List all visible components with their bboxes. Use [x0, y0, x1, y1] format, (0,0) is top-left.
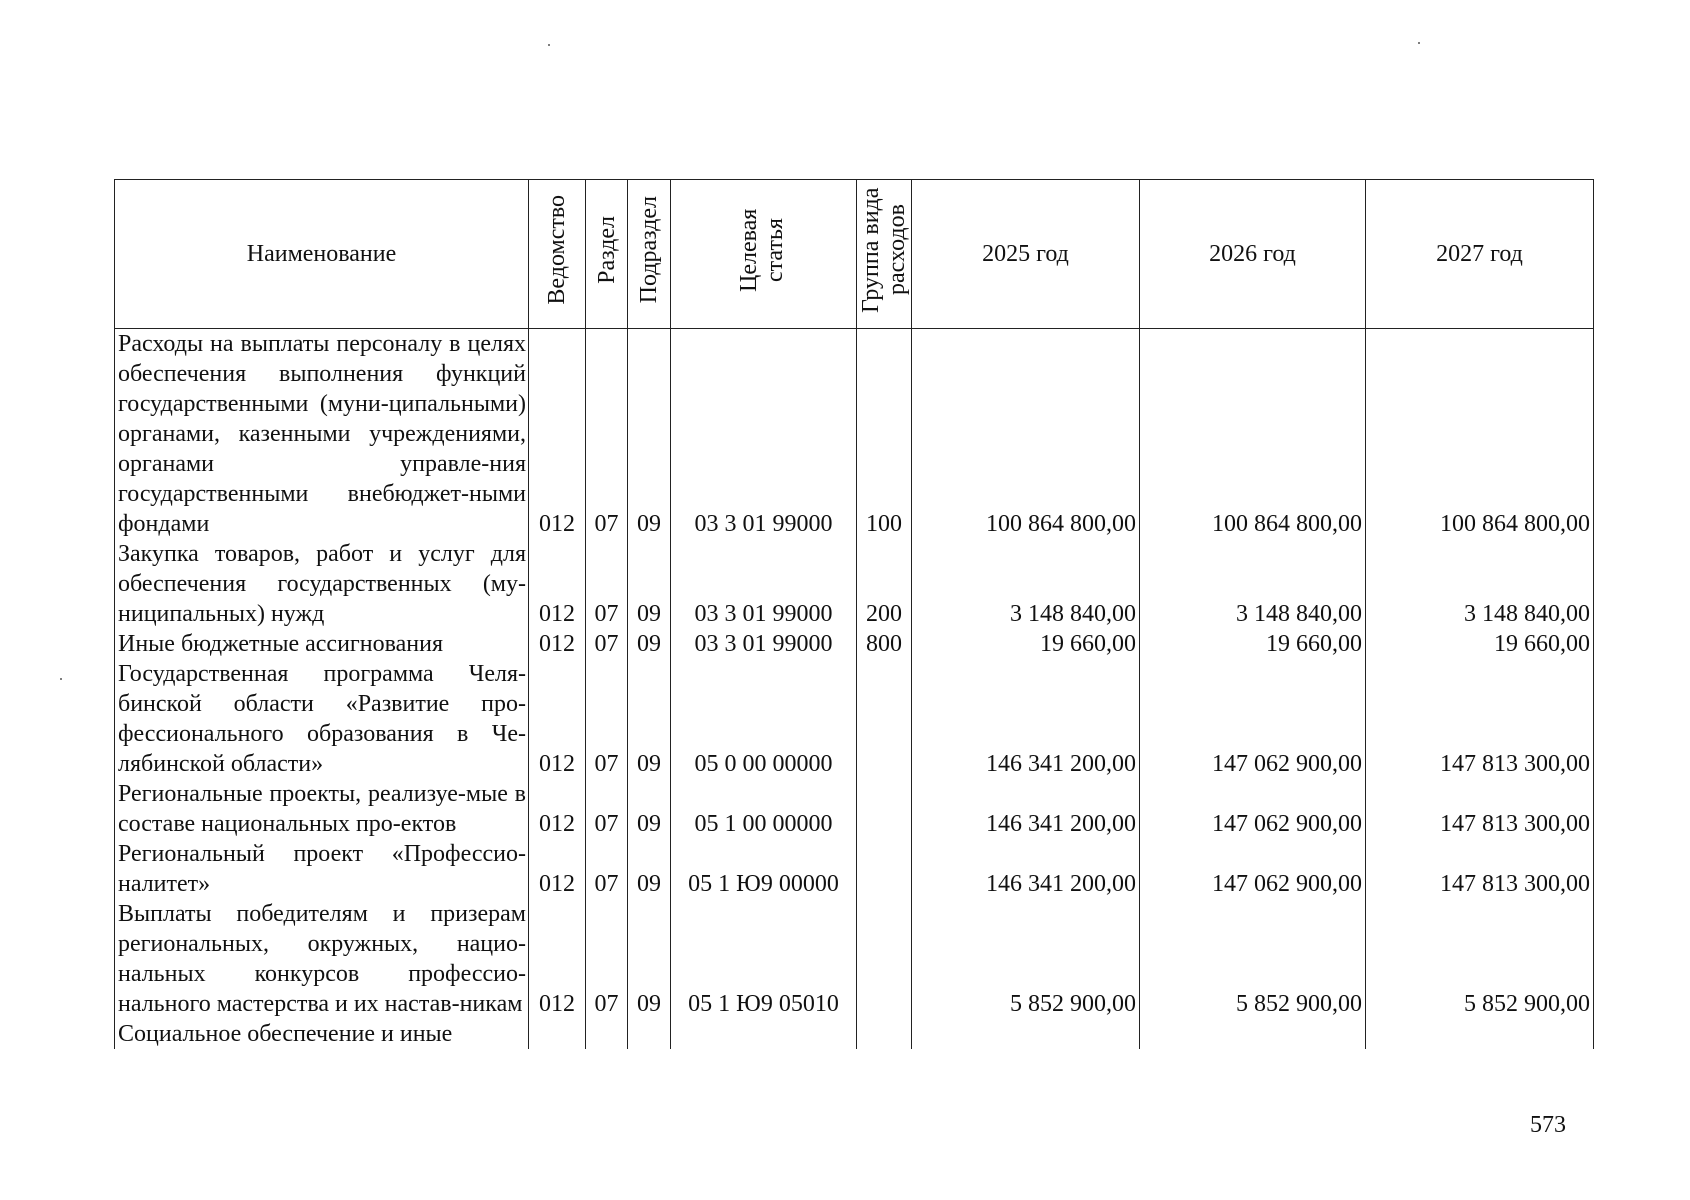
row-expense-group: 200 — [857, 539, 912, 629]
row-amount-2025: 146 341 200,00 — [912, 659, 1140, 779]
row-name: Выплаты победителям и призерам региональных, окружных, нацио-нальных конкурсов профессио-нального мастерства и их настав-никам — [115, 899, 529, 1019]
row-target-article: 03 3 01 99000 — [671, 539, 857, 629]
header-2027: 2027 год — [1366, 180, 1594, 329]
header-department: Ведомство — [529, 180, 586, 329]
row-department — [529, 1019, 586, 1049]
row-expense-group: 800 — [857, 629, 912, 659]
row-amount-2027: 147 813 300,00 — [1366, 839, 1594, 899]
row-amount-2026: 147 062 900,00 — [1140, 659, 1366, 779]
header-subsection: Подраздел — [628, 180, 671, 329]
row-section: 07 — [586, 779, 628, 839]
scan-speck — [548, 44, 550, 46]
row-subsection: 09 — [628, 899, 671, 1019]
row-subsection: 09 — [628, 629, 671, 659]
header-2025: 2025 год — [912, 180, 1140, 329]
row-amount-2026: 147 062 900,00 — [1140, 779, 1366, 839]
row-expense-group — [857, 779, 912, 839]
row-subsection: 09 — [628, 779, 671, 839]
row-expense-group — [857, 899, 912, 1019]
row-amount-2025: 146 341 200,00 — [912, 779, 1140, 839]
row-section: 07 — [586, 839, 628, 899]
row-name: Социальное обеспечение и иные — [115, 1019, 529, 1049]
row-amount-2027: 100 864 800,00 — [1366, 329, 1594, 540]
row-amount-2026: 19 660,00 — [1140, 629, 1366, 659]
row-amount-2026 — [1140, 1019, 1366, 1049]
row-target-article: 05 0 00 00000 — [671, 659, 857, 779]
row-amount-2027: 147 813 300,00 — [1366, 659, 1594, 779]
table-row — [115, 899, 1594, 1019]
row-amount-2027: 3 148 840,00 — [1366, 539, 1594, 629]
row-section — [586, 1019, 628, 1049]
row-section: 07 — [586, 899, 628, 1019]
row-target-article: 05 1 00 00000 — [671, 779, 857, 839]
header-expense-group: Группа вида расходов — [857, 180, 912, 329]
row-subsection: 09 — [628, 539, 671, 629]
row-subsection: 09 — [628, 329, 671, 540]
table-row — [115, 629, 1594, 659]
row-expense-group — [857, 659, 912, 779]
row-department: 012 — [529, 659, 586, 779]
row-department: 012 — [529, 899, 586, 1019]
table-row — [115, 779, 1594, 839]
row-amount-2027 — [1366, 1019, 1594, 1049]
row-amount-2025: 100 864 800,00 — [912, 329, 1140, 540]
row-amount-2025: 146 341 200,00 — [912, 839, 1140, 899]
row-expense-group — [857, 839, 912, 899]
row-section: 07 — [586, 539, 628, 629]
header-2026: 2026 год — [1140, 180, 1366, 329]
row-section: 07 — [586, 629, 628, 659]
row-name: Закупка товаров, работ и услуг для обеспечения государственных (му-ниципальных) нужд — [115, 539, 529, 629]
row-amount-2025: 3 148 840,00 — [912, 539, 1140, 629]
row-subsection: 09 — [628, 659, 671, 779]
page-number: 573 — [1530, 1112, 1566, 1138]
row-department: 012 — [529, 629, 586, 659]
row-subsection: 09 — [628, 839, 671, 899]
budget-table — [114, 179, 1594, 1049]
row-amount-2025: 19 660,00 — [912, 629, 1140, 659]
header-section: Раздел — [586, 180, 628, 329]
scan-speck — [1418, 42, 1420, 44]
row-subsection — [628, 1019, 671, 1049]
row-name: Региональный проект «Профессио-налитет» — [115, 839, 529, 899]
row-expense-group — [857, 1019, 912, 1049]
row-amount-2026: 100 864 800,00 — [1140, 329, 1366, 540]
header-row — [115, 180, 1594, 329]
row-amount-2026: 5 852 900,00 — [1140, 899, 1366, 1019]
table-row — [115, 539, 1594, 629]
row-section: 07 — [586, 329, 628, 540]
table-row — [115, 839, 1594, 899]
header-name: Наименование — [115, 180, 529, 329]
header-target-article: Целевая статья — [671, 180, 857, 329]
row-name: Государственная программа Челя-бинской области «Развитие про-фессионального образования в Че-лябинской области» — [115, 659, 529, 779]
row-section: 07 — [586, 659, 628, 779]
row-amount-2026: 147 062 900,00 — [1140, 839, 1366, 899]
row-target-article: 03 3 01 99000 — [671, 629, 857, 659]
row-expense-group: 100 — [857, 329, 912, 540]
row-name: Иные бюджетные ассигнования — [115, 629, 529, 659]
row-target-article — [671, 1019, 857, 1049]
row-department: 012 — [529, 539, 586, 629]
row-amount-2027: 5 852 900,00 — [1366, 899, 1594, 1019]
row-target-article: 03 3 01 99000 — [671, 329, 857, 540]
row-department: 012 — [529, 779, 586, 839]
row-amount-2027: 19 660,00 — [1366, 629, 1594, 659]
row-amount-2025: 5 852 900,00 — [912, 899, 1140, 1019]
row-department: 012 — [529, 329, 586, 540]
row-amount-2025 — [912, 1019, 1140, 1049]
row-target-article: 05 1 Ю9 05010 — [671, 899, 857, 1019]
row-name: Региональные проекты, реализуе-мые в составе национальных про-ектов — [115, 779, 529, 839]
row-amount-2026: 3 148 840,00 — [1140, 539, 1366, 629]
row-name: Расходы на выплаты персоналу в целях обеспечения выполнения функций государственными (муни-ципальными) органами, казенными учреждениями, органами управле-ния государственными внебюджет-ными фондами — [115, 329, 529, 540]
scan-speck — [60, 678, 62, 680]
row-amount-2027: 147 813 300,00 — [1366, 779, 1594, 839]
table-row — [115, 329, 1594, 540]
table-row — [115, 659, 1594, 779]
table-row — [115, 1019, 1594, 1049]
row-target-article: 05 1 Ю9 00000 — [671, 839, 857, 899]
row-department: 012 — [529, 839, 586, 899]
